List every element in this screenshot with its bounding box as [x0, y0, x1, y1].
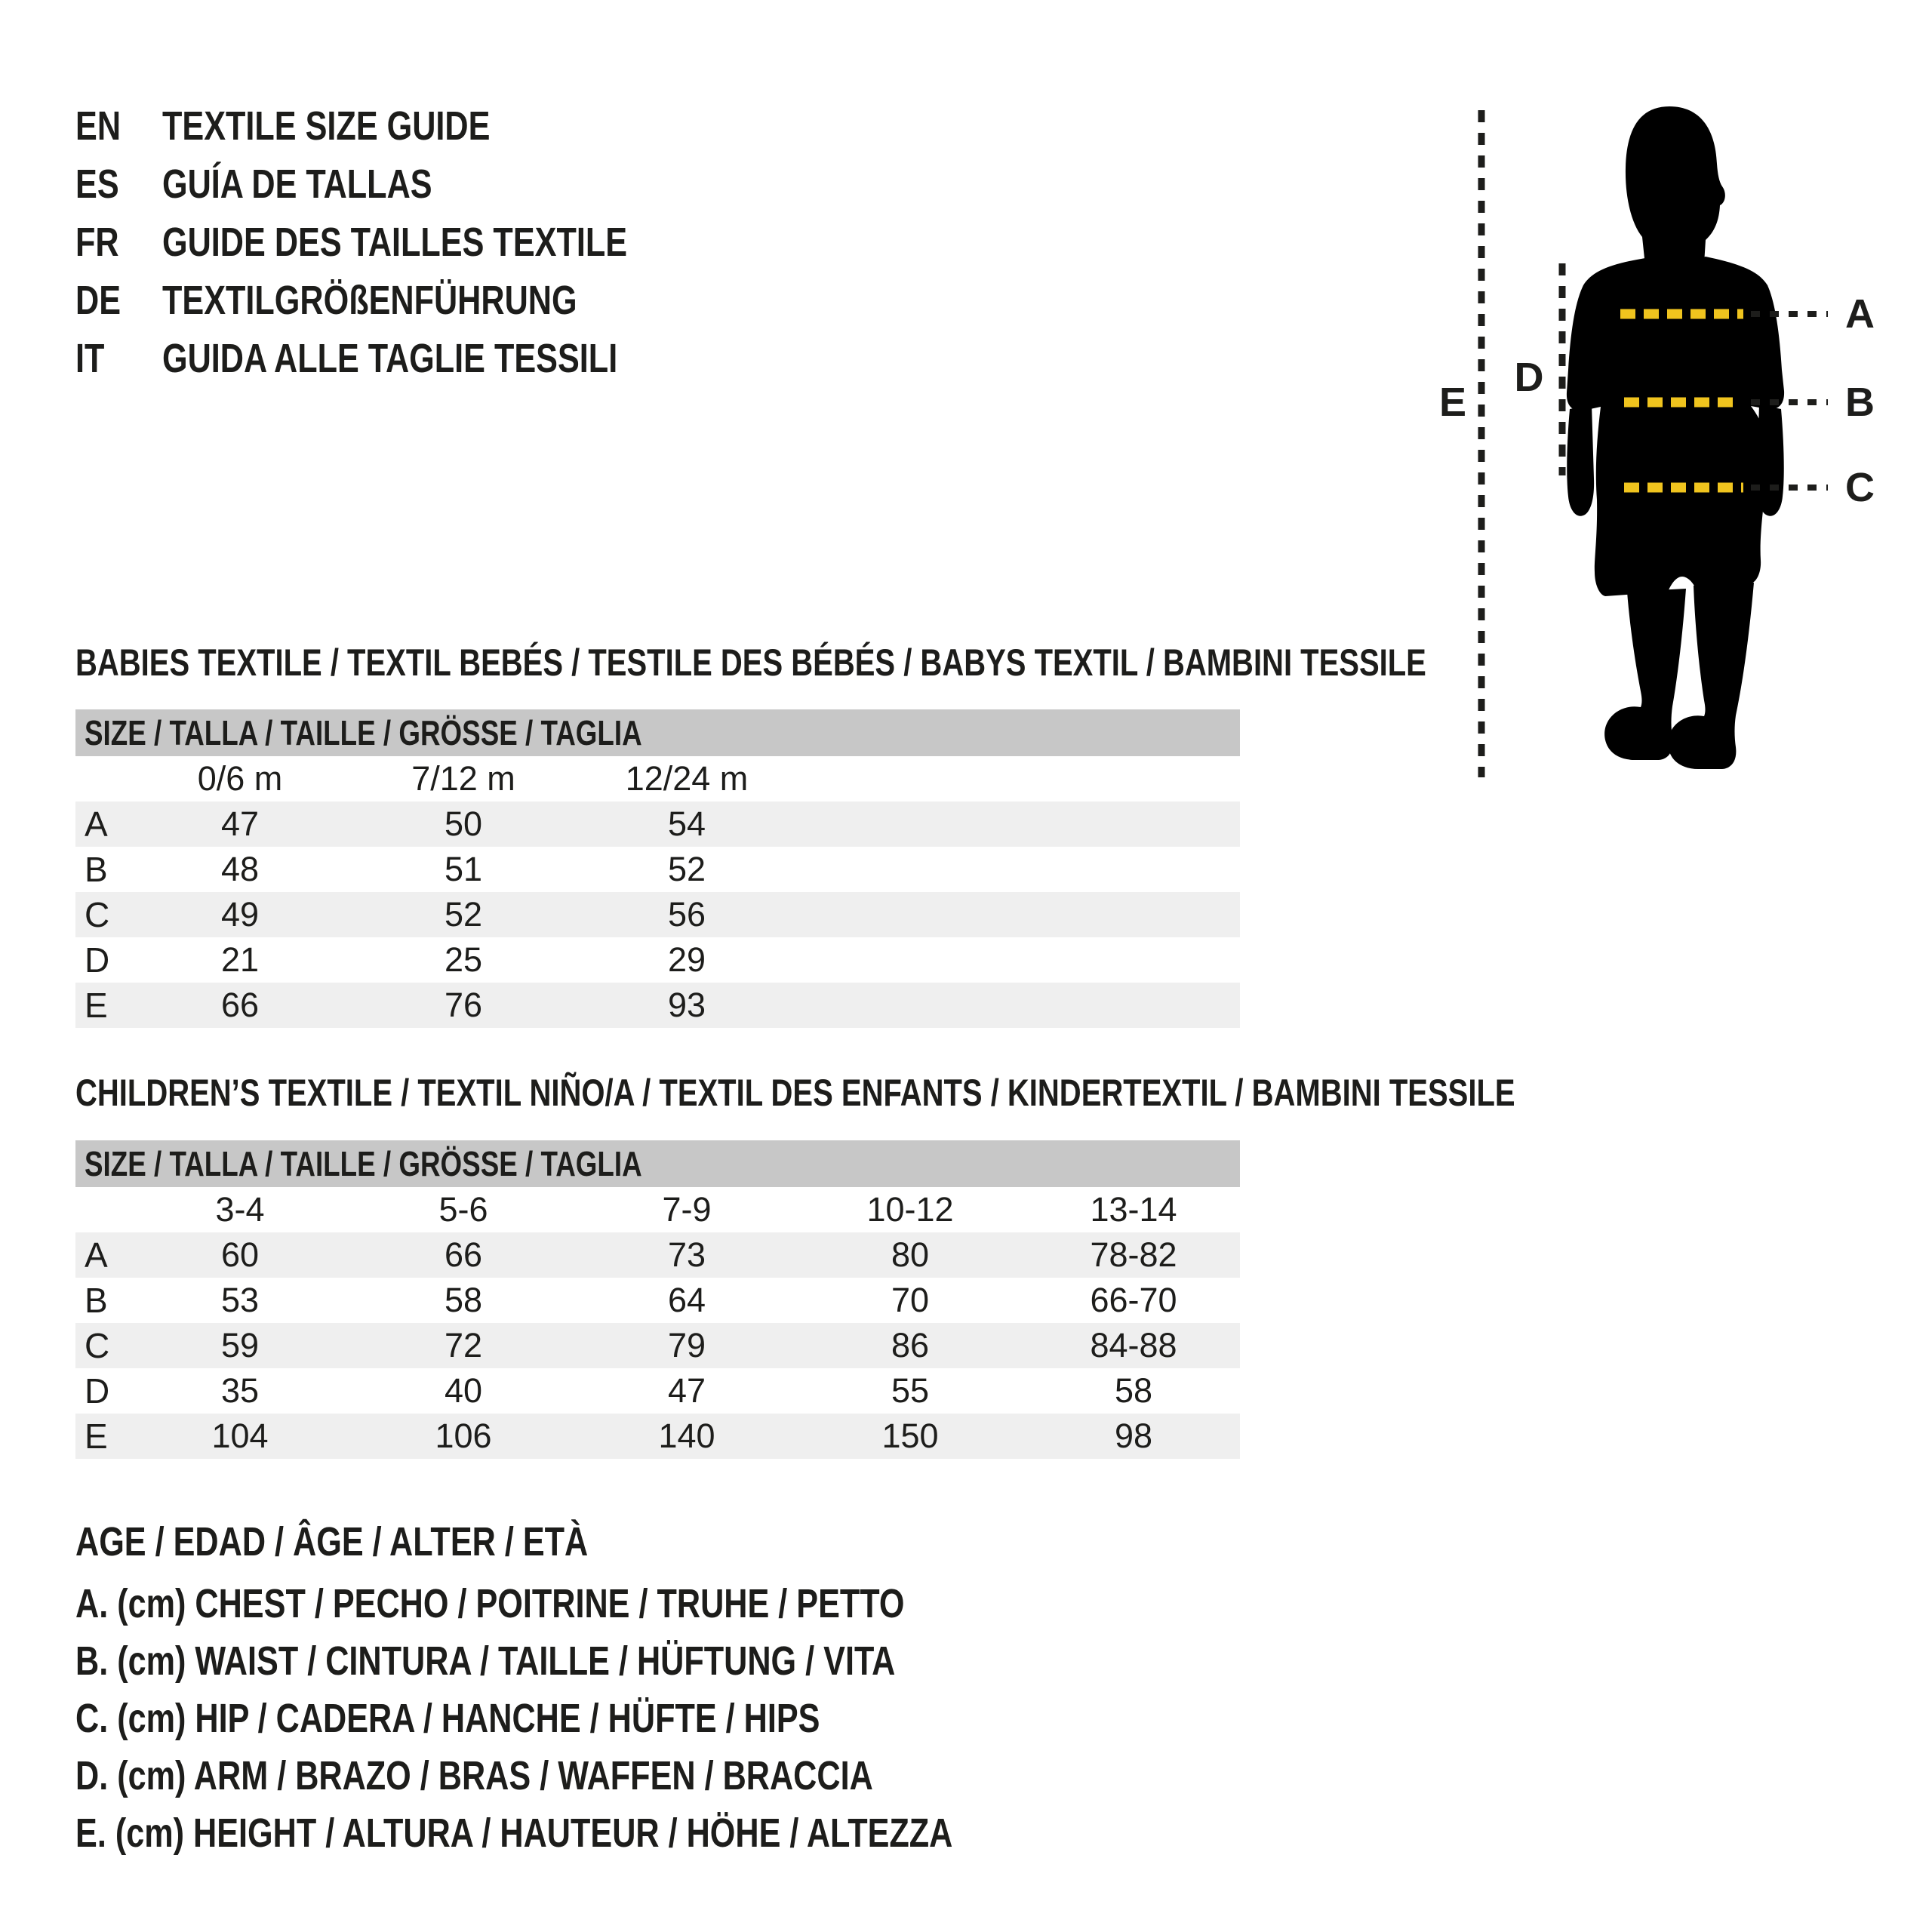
children-table-header-bar — [75, 1140, 1240, 1187]
figure-label-B: B — [1845, 380, 1875, 425]
table-cell: 80 — [891, 1235, 930, 1274]
language-title-block — [75, 97, 743, 387]
column-header: 5-6 — [438, 1190, 488, 1229]
lang-row-fr — [75, 213, 743, 271]
table-row-B — [75, 1278, 1240, 1323]
table-cell: 25 — [444, 940, 483, 979]
table-row-E — [75, 983, 1240, 1028]
lang-code: DE — [75, 277, 122, 323]
row-label: A — [85, 804, 108, 844]
table-row-C — [75, 892, 1240, 937]
silhouette-right-arm — [1757, 405, 1784, 516]
table-cell: 49 — [220, 895, 260, 934]
table-cell: 47 — [667, 1371, 706, 1410]
guide-title: GUIDA ALLE TAGLIE TESSILI — [162, 335, 618, 381]
column-header: 7-9 — [662, 1190, 712, 1229]
legend-height-line: E. (cm) HEIGHT / ALTURA / HAUTEUR / HÖHE / ALTEZZA — [75, 1810, 953, 1856]
table-row-C — [75, 1323, 1240, 1368]
lang-row-es — [75, 155, 743, 213]
table-row-A — [75, 801, 1240, 847]
table-cell: 59 — [220, 1326, 260, 1364]
legend-chest-line: A. (cm) CHEST / PECHO / POITRINE / TRUHE / PETTO — [75, 1581, 905, 1626]
row-label: E — [85, 986, 108, 1025]
column-header: 7/12 m — [411, 759, 515, 798]
lang-code: FR — [75, 219, 119, 265]
babies-table-header-bar — [75, 709, 1240, 756]
table-cell: 106 — [435, 1417, 492, 1455]
table-cell: 86 — [891, 1326, 930, 1364]
table-cell: 55 — [891, 1371, 930, 1410]
lang-row-en — [75, 97, 743, 155]
silhouette-head — [1626, 106, 1725, 269]
column-header: 12/24 m — [625, 759, 749, 798]
table-cell: 21 — [220, 940, 260, 979]
children-section-title: CHILDREN’S TEXTILE / TEXTIL NIÑO/A / TEXTIL DES ENFANTS / KINDERTEXTIL / BAMBINI TESSILE — [75, 1072, 1515, 1114]
table-cell: 66-70 — [1090, 1281, 1177, 1319]
table-row-E — [75, 1414, 1240, 1459]
row-label: C — [85, 895, 110, 934]
column-header: 10-12 — [866, 1190, 954, 1229]
size-header-label: SIZE / TALLA / TAILLE / GRÖSSE / TAGLIA — [85, 713, 642, 752]
table-cell: 64 — [667, 1281, 706, 1319]
lang-code: ES — [75, 161, 119, 207]
table-cell: 72 — [444, 1326, 483, 1364]
table-cell: 51 — [444, 850, 483, 888]
column-header: 13-14 — [1090, 1190, 1177, 1229]
table-cell: 93 — [667, 986, 706, 1024]
column-header: 0/6 m — [197, 759, 283, 798]
row-label: D — [85, 940, 110, 980]
lang-code: IT — [75, 335, 105, 381]
table-cell: 50 — [444, 804, 483, 843]
table-cell: 66 — [220, 986, 260, 1024]
table-cell: 84-88 — [1090, 1326, 1177, 1364]
size-header-label: SIZE / TALLA / TAILLE / GRÖSSE / TAGLIA — [85, 1144, 642, 1183]
table-row-D — [75, 1368, 1240, 1414]
table-row-A — [75, 1232, 1240, 1278]
table-cell: 70 — [891, 1281, 930, 1319]
table-row-B — [75, 847, 1240, 892]
guide-title: GUÍA DE TALLAS — [162, 161, 432, 207]
lang-row-it — [75, 329, 743, 387]
table-cell: 140 — [658, 1417, 715, 1455]
children-size-table — [75, 1140, 1240, 1459]
legend-arm-line: D. (cm) ARM / BRAZO / BRAS / WAFFEN / BRACCIA — [75, 1753, 873, 1798]
row-label: A — [85, 1235, 108, 1275]
figure-label-D: D — [1514, 355, 1544, 400]
row-label: B — [85, 1281, 108, 1320]
children-age-header-row — [75, 1187, 1240, 1232]
legend-age-line: AGE / EDAD / ÂGE / ALTER / ETÀ — [75, 1519, 589, 1564]
silhouette-left-arm — [1567, 405, 1594, 516]
guide-title: GUIDE DES TAILLES TEXTILE — [162, 219, 628, 265]
figure-label-C: C — [1845, 465, 1875, 510]
silhouette-chest — [1577, 273, 1774, 408]
figure-label-A: A — [1845, 291, 1875, 337]
guide-title: TEXTILGRÖßENFÜHRUNG — [162, 277, 577, 323]
row-label: E — [85, 1417, 108, 1456]
table-cell: 60 — [220, 1235, 260, 1274]
row-label: D — [85, 1371, 110, 1411]
table-cell: 54 — [667, 804, 706, 843]
table-cell: 40 — [444, 1371, 483, 1410]
table-cell: 150 — [881, 1417, 939, 1455]
row-label: B — [85, 850, 108, 889]
row-label: C — [85, 1326, 110, 1365]
table-cell: 104 — [211, 1417, 269, 1455]
table-cell: 52 — [444, 895, 483, 934]
lang-code: EN — [75, 103, 122, 149]
babies-age-header-row — [75, 756, 1240, 801]
table-cell: 73 — [667, 1235, 706, 1274]
table-cell: 48 — [220, 850, 260, 888]
table-cell: 53 — [220, 1281, 260, 1319]
measurement-legend — [75, 1509, 1172, 1862]
child-measurement-figure — [1419, 45, 1932, 815]
table-cell: 52 — [667, 850, 706, 888]
legend-hip-line: C. (cm) HIP / CADERA / HANCHE / HÜFTE / HIPS — [75, 1696, 820, 1741]
table-cell: 56 — [667, 895, 706, 934]
table-cell: 98 — [1114, 1417, 1153, 1455]
babies-size-table — [75, 709, 1240, 1028]
babies-section-title: BABIES TEXTILE / TEXTIL BEBÉS / TESTILE DES BÉBÉS / BABYS TEXTIL / BAMBINI TESSILE — [75, 641, 1426, 684]
table-cell: 47 — [220, 804, 260, 843]
lang-row-de — [75, 271, 743, 329]
table-cell: 66 — [444, 1235, 483, 1274]
table-cell: 58 — [444, 1281, 483, 1319]
legend-waist-line: B. (cm) WAIST / CINTURA / TAILLE / HÜFTUNG / VITA — [75, 1638, 896, 1684]
table-cell: 78-82 — [1090, 1235, 1177, 1274]
guide-title: TEXTILE SIZE GUIDE — [162, 103, 491, 149]
figure-label-E: E — [1438, 380, 1467, 425]
table-cell: 29 — [667, 940, 706, 979]
table-cell: 79 — [667, 1326, 706, 1364]
table-cell: 58 — [1114, 1371, 1153, 1410]
table-cell: 35 — [220, 1371, 260, 1410]
table-cell: 76 — [444, 986, 483, 1024]
table-row-D — [75, 937, 1240, 983]
column-header: 3-4 — [215, 1190, 265, 1229]
